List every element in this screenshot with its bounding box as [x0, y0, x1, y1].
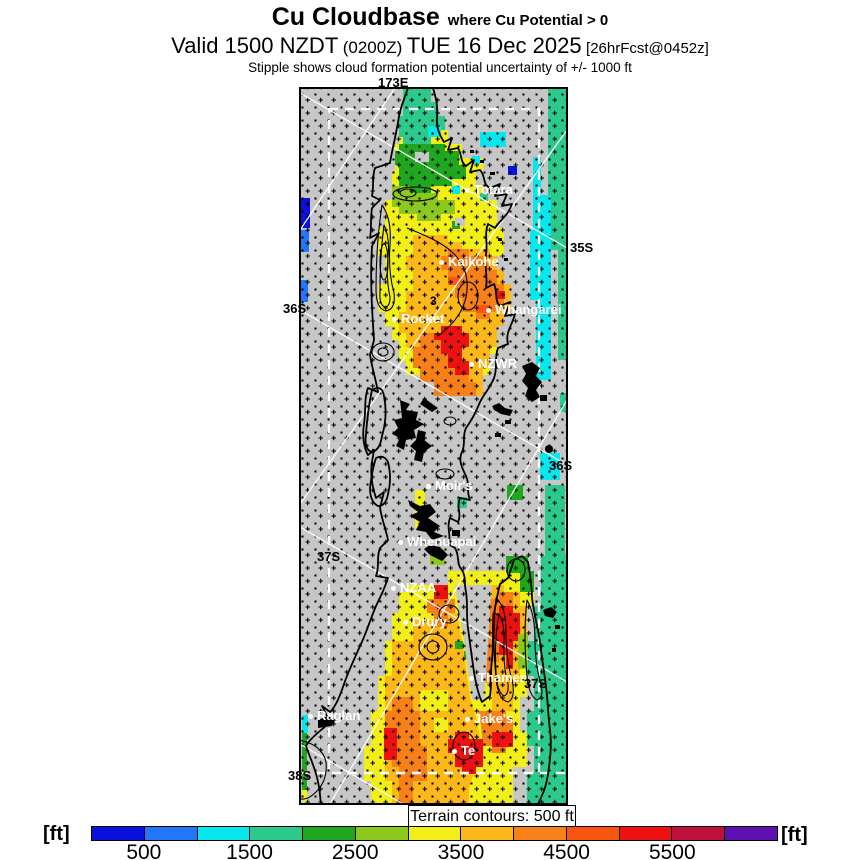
place-label-raglan — [308, 708, 360, 723]
latlon-label-36s: 36S — [549, 458, 573, 473]
place-label-nzaa — [391, 580, 436, 595]
unit-label-right: [ft] — [781, 824, 808, 846]
place-label-totara — [465, 182, 513, 197]
site-name: NZAA — [400, 580, 437, 595]
site-dot — [403, 620, 408, 625]
place-label-kaikohe — [439, 254, 499, 269]
place-label-thames — [469, 670, 527, 685]
site-dot — [465, 188, 470, 193]
title-condition: where Cu Potential > 0 — [447, 12, 609, 29]
site-dot — [486, 308, 491, 313]
site-dot — [469, 362, 474, 367]
site-name: Raglan — [317, 708, 361, 723]
site-name: Drury — [412, 614, 447, 629]
place-label-rocket — [392, 311, 444, 326]
forecast-reference: [26hrFcst@0452z] — [586, 40, 709, 57]
colorbar-segment-11 — [671, 827, 724, 840]
latlon-label-37s: 37S — [524, 676, 548, 691]
site-name: Moir's — [435, 478, 473, 493]
site-name: NZWR — [478, 356, 517, 371]
valid-date: TUE 16 Dec 2025 — [406, 33, 582, 58]
latlon-label-36s: 36S — [283, 301, 307, 316]
site-name: Whangarei — [495, 302, 562, 317]
place-label-whangarei — [486, 302, 561, 317]
stipple-note: Stipple shows cloud formation potential uncertainty of +/- 1000 ft — [248, 60, 632, 75]
colorbar-segment-9 — [566, 827, 619, 840]
colorbar-tick-3500: 3500 — [437, 841, 485, 860]
place-label-nzwr — [469, 356, 517, 371]
cloudbase-colorbar — [91, 826, 778, 841]
colorbar-segment-3 — [249, 827, 302, 840]
colorbar-segment-4 — [302, 827, 355, 840]
colorbar-segment-1 — [144, 827, 197, 840]
latlon-label-173e: 173E — [378, 75, 409, 90]
latlon-label-37s: 37S — [317, 549, 341, 564]
place-label-drury — [403, 614, 447, 629]
site-name: Thames — [478, 670, 528, 685]
page-title: Cu Cloudbase — [271, 3, 440, 31]
valid-time: Valid 1500 NZDT — [171, 33, 339, 58]
latlon-label-38s: 38S — [288, 768, 312, 783]
site-dot — [452, 749, 457, 754]
contour-label: 3 — [430, 294, 437, 308]
latlon-label-35s: 35S — [570, 240, 594, 255]
colorbar-segment-7 — [460, 827, 513, 840]
colorbar-segment-10 — [619, 827, 672, 840]
place-label-jakes — [465, 711, 513, 726]
colorbar-tick-4500: 4500 — [543, 841, 590, 860]
place-label-whenuapai — [398, 534, 476, 549]
colorbar-segment-8 — [513, 827, 566, 840]
site-dot — [439, 260, 444, 265]
site-dot — [392, 317, 397, 322]
site-name: Jake's — [474, 711, 514, 726]
site-dot — [469, 676, 474, 681]
colorbar-tick-5500: 5500 — [648, 841, 696, 860]
colorbar-tick-500: 500 — [126, 841, 162, 860]
colorbar-tick-1500: 1500 — [226, 841, 273, 860]
unit-label-left: [ft] — [43, 823, 70, 845]
site-dot — [391, 586, 396, 591]
site-name: Te — [461, 743, 476, 758]
site-dot — [398, 540, 403, 545]
colorbar-segment-2 — [197, 827, 250, 840]
site-dot — [308, 714, 313, 719]
site-name: Whenuapai — [407, 534, 477, 549]
place-label-moirs — [426, 478, 473, 493]
site-name: Totara — [474, 182, 513, 197]
colorbar-segment-12 — [724, 827, 777, 840]
colorbar-segment-6 — [408, 827, 461, 840]
terrain-contour-note: Terrain contours: 500 ft — [408, 805, 576, 829]
site-name: Kaikohe — [448, 254, 499, 269]
place-label-te — [452, 743, 475, 758]
colorbar-segment-5 — [355, 827, 408, 840]
valid-zulu: (0200Z) — [342, 38, 403, 57]
colorbar-segment-0 — [92, 827, 144, 840]
colorbar-tick-2500: 2500 — [331, 841, 379, 860]
site-name: Rocket — [401, 311, 445, 326]
site-dot — [465, 717, 470, 722]
site-dot — [426, 484, 431, 489]
